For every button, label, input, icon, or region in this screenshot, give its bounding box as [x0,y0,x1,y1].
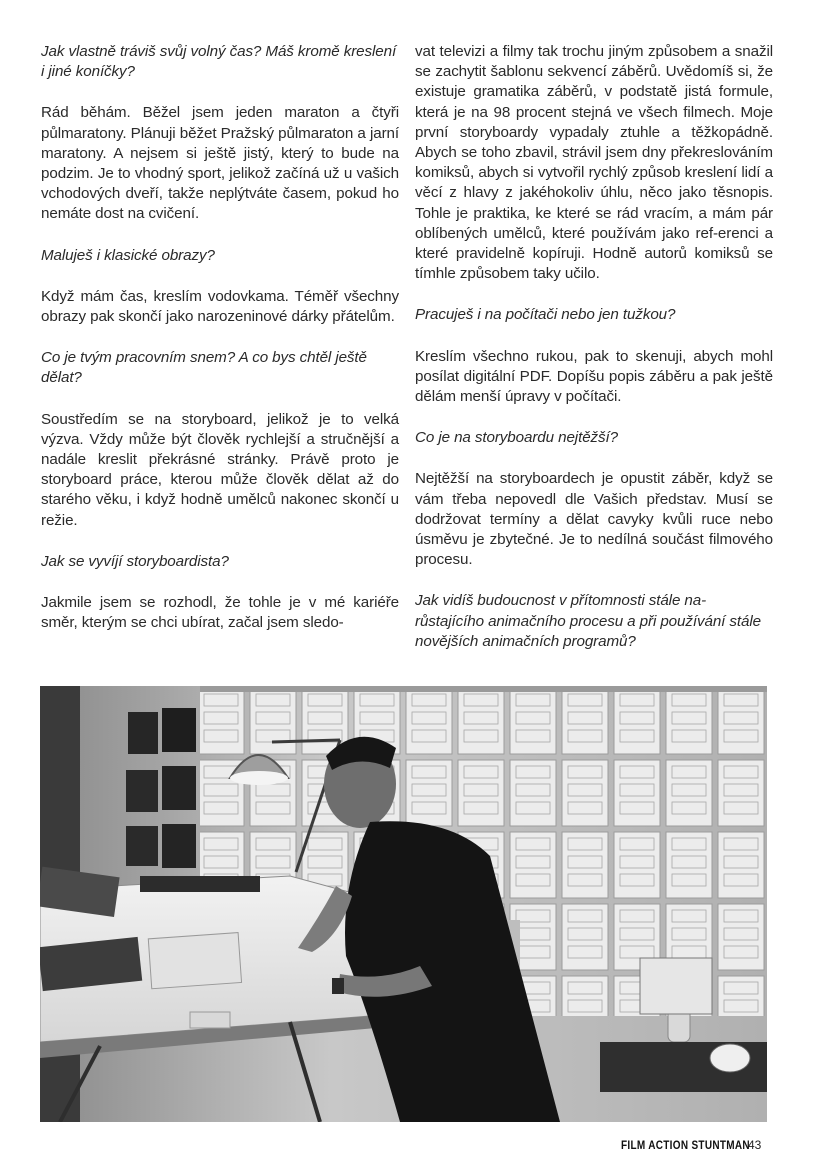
interview-question: Pracuješ i na počítači nebo jen tužkou? [415,306,676,324]
right-column [415,42,773,652]
left-column [41,42,399,633]
interview-question: Jak vidíš budoucnost v přítomnosti stále na-růstajícího animačního procesu a při používání stále novějších animačních programů? [415,592,761,650]
interview-answer: Rád běhám. Běžel jsem jeden maraton a čtyři půlmaratony. Plánuji běžet Pražský půlmaraton a jarní maratony. A nejsem si ještě jistý, který to bude na podzim. Je to vhodný sport, jelikož začíná už u vašich vchodových dveří, takže neplýtváte časem, pokud ho nemáte dost na cvičení. [41,104,399,223]
interview-answer: Jakmile jsem se rozhodl, že tohle je v mé kariéře směr, kterým se chci ubírat, začal jsem sledo- [41,594,399,632]
page-number: 43 [748,1138,762,1152]
interview-answer: vat televizi a filmy tak trochu jiným způsobem a snažil se zachytit šablonu sekvencí záběrů. Uvědomíš si, že existuje gramatika záběrů, v podstatě jistá formule, která je na 98 procent stejná ve všech filmech. Moje první storyboardy vypadaly ztuhle a těžkopádně. Abych se toho zbavil, strávil jsem dny překreslováním komiksů, abych si vytvořil rychlý způsob kreslení lidí a věcí z hlavy z jakéhokoliv úhlu, něco jako těsnopis. Tohle je praktika, ke které se rád vracím, a mám pár oblíbených umělců, které používám jako ref-erenci a které pravidelně kopíruji. Hodně autorů komiksů se tímhle způsobem taky učilo. [415,43,773,283]
interview-question: Maluješ i klasické obrazy? [41,246,215,264]
interview-answer: Když mám čas, kreslím vodovkama. Téměř všechny obrazy pak skončí jako narozeninové dárky přátelům. [41,287,399,326]
interview-question: Jak se vyvíjí storyboardista? [41,552,229,570]
artist-at-drawing-table-photo [40,686,767,1122]
interview-answer: Nejtěžší na storyboardech je opustit záběr, když se vám třeba nepovedl dle Vašich představ. Musí se dodržovat termíny a dělat cavyky kvůli ruce nebo úsměvu je zbytečné. Je to nedílná součást filmového procesu. [415,470,773,569]
interview-answer: Kreslím všechno rukou, pak to skenuji, abych mohl posílat digitální PDF. Dopíšu popis záběru a pak ještě dělám menší úpravy v počítači. [415,347,773,406]
interview-answer: Soustředím se na storyboard, jelikož je to velká výzva. Vždy může být člověk rychlejší a stručnější a nadále kreslit překrásné stránky. Právě proto je storyboard práce, kterou může člověk dělat až do starého věku, i když hodně umělců nakonec skončí u režie. [41,410,399,529]
magazine-name: FILM ACTION STUNTMAN [621,1140,750,1153]
interview-question: Co je na storyboardu nejtěžší? [415,429,618,447]
interview-question: Jak vlastně tráviš svůj volný čas? Máš kromě kreslení i jiné koníčky? [41,43,397,81]
interview-question: Co je tvým pracovním snem? A co bys chtěl ještě dělat? [41,349,367,387]
